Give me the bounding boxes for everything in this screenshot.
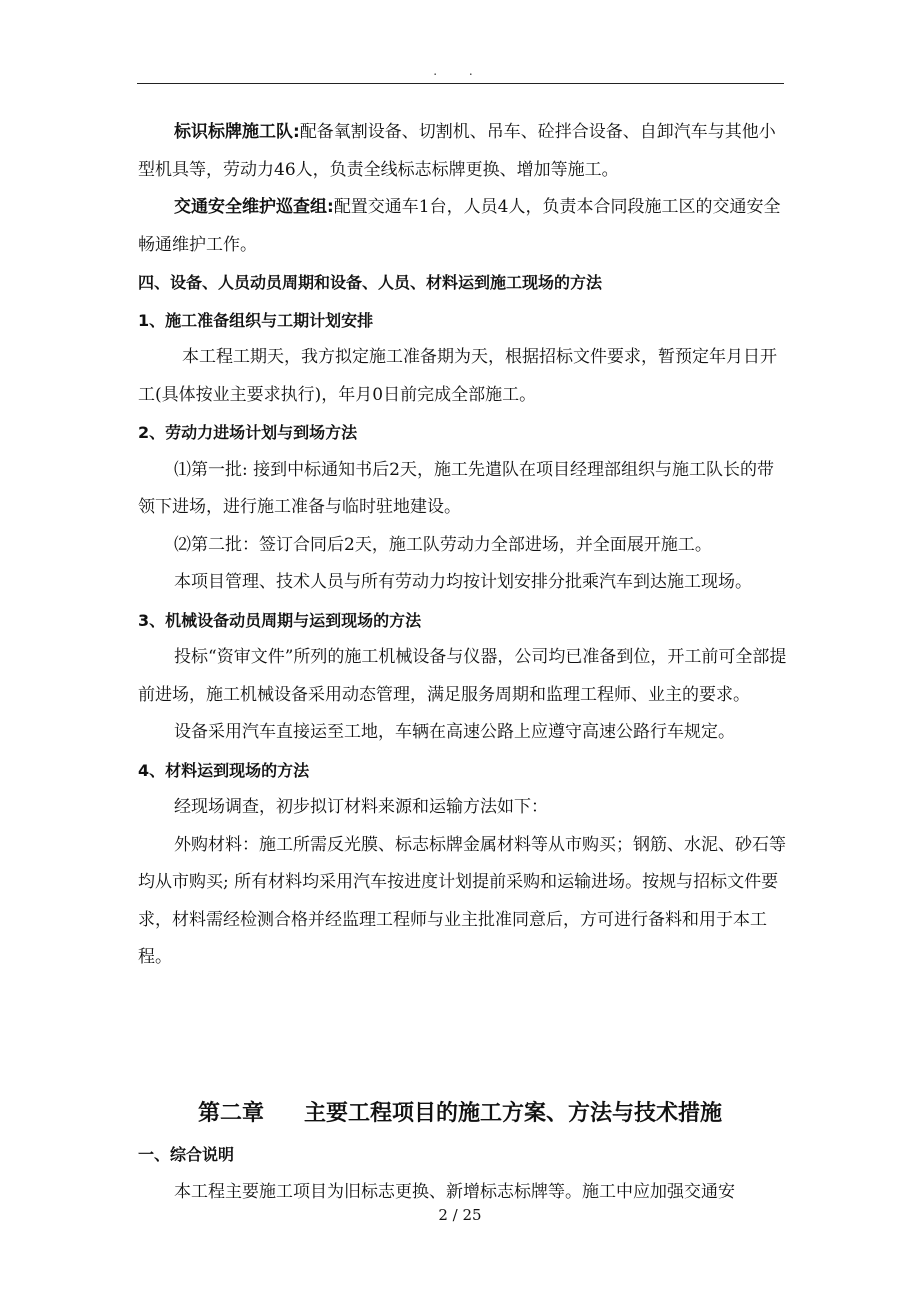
subheading-1: 1、施工准备组织与工期计划安排: [138, 310, 374, 330]
header-rule: [137, 83, 784, 84]
section-heading-overview: 一、综合说明: [138, 1145, 235, 1164]
chapter-heading: [0, 1096, 920, 1127]
header-dots: . .: [433, 64, 487, 78]
sign-team-text: 配备氧割设备、切割机、吊车、砼拌合设备、自卸汽车与其他小型机具等，劳动力46人，负责全线标志标牌更换、增加等施工。: [138, 122, 776, 180]
subheading-2: 2、劳动力进场计划与到场方法: [138, 423, 358, 442]
paragraph-equipment: 投标“资审文件”所列的施工机械设备与仪器，公司均已准备到位，开工前可全部提前进场，施工机械设备采用动态管理，满足服务周期和监理工程师、业主的要求。: [138, 647, 787, 705]
paragraph-transport-staff: 本项目管理、技术人员与所有劳动力均按计划安排分批乘汽车到达施工现场。: [174, 572, 752, 592]
paragraph-batch-2: ⑵第二批：签订合同后2天，施工队劳动力全部进场，并全面展开施工。: [174, 534, 712, 555]
subheading-3: 3、机械设备动员周期与运到现场的方法: [138, 610, 422, 630]
paragraph-safety-patrol: [138, 189, 790, 264]
safety-patrol-text: 配置交通车1台，人员4人，负责本合同段施工区的交通安全畅通维护工作。: [138, 197, 781, 255]
page-number: 2 / 25: [438, 1206, 482, 1224]
section-heading-4: 四、设备、人员动员周期和设备、人员、材料运到施工现场的方法: [138, 273, 603, 292]
paragraph-materials: 外购材料：施工所需反光膜、标志标牌金属材料等从市购买；钢筋、水泥、砂石等均从市购买; 所有材料均采用汽车按进度计划提前采购和运输进场。按规与招标文件要求，材料需经检测合格并经监理工程师与业主批准同意后，方可进行备料和用于本工程。: [138, 834, 786, 967]
subheading-4: 4、材料运到现场的方法: [138, 760, 310, 780]
paragraph-equipment-transport: 设备采用汽车直接运至工地，车辆在高速公路上应遵守高速公路行车规定。: [174, 722, 735, 742]
safety-patrol-label: 交通安全维护巡查组:: [174, 197, 334, 217]
paragraph-survey: 经现场调查，初步拟订材料来源和运输方法如下：: [174, 797, 548, 817]
sign-team-label: 标识标牌施工队:: [174, 122, 300, 142]
paragraph-batch-1: ⑴第一批: 接到中标通知书后2天，施工先遣队在项目经理部组织与施工队长的带领下进场，进行施工准备与临时驻地建设。: [138, 459, 774, 517]
chapter-number: 第二章: [197, 1101, 264, 1126]
body-content: [138, 114, 790, 977]
chapter-title: 主要工程项目的施工方案、方法与技术措施: [304, 1101, 723, 1126]
paragraph-overview: 本工程主要施工项目为旧标志更换、新增标志标牌等。施工中应加强交通安: [174, 1181, 735, 1202]
paragraph-sign-team: [138, 114, 790, 189]
paragraph-schedule: 本工程工期天，我方拟定施工准备期为天，根据招标文件要求，暂预定年月日开工(具体按业主要求执行)，年月0日前完成全部施工。: [138, 347, 777, 405]
section-overview: [138, 1136, 790, 1211]
